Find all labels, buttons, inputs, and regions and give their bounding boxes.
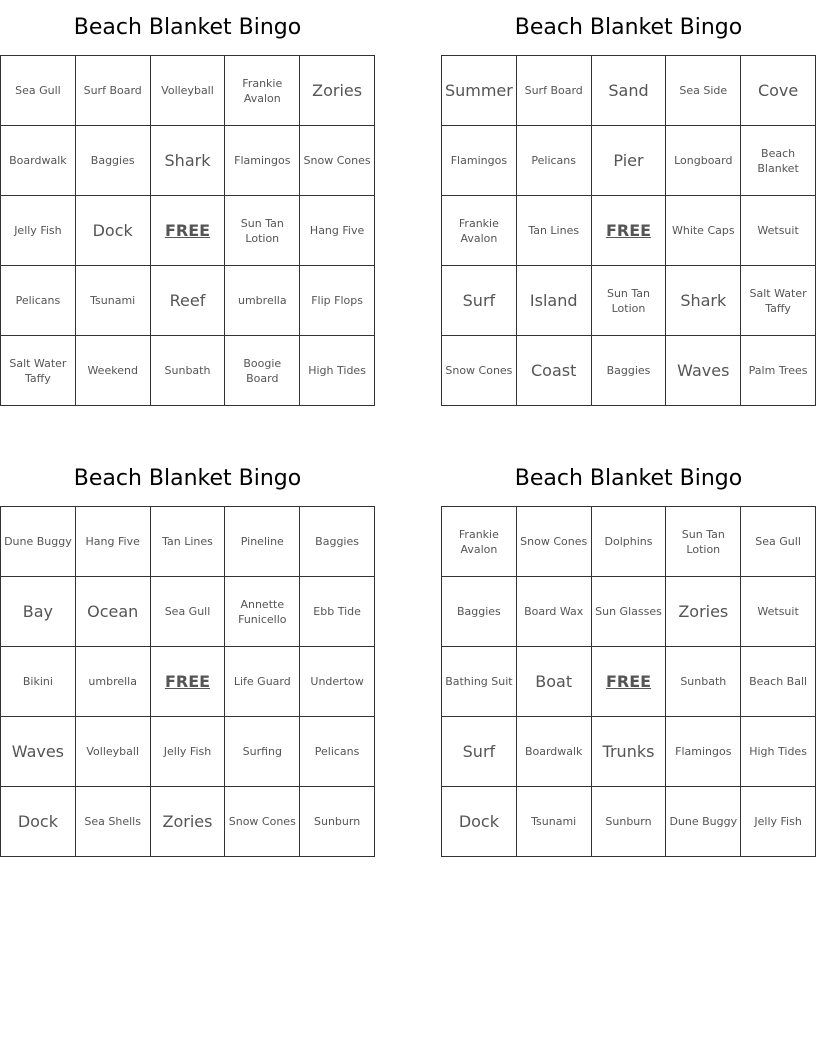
bingo-cell: Sun Tan Lotion bbox=[666, 507, 741, 577]
bingo-cell: Baggies bbox=[300, 507, 375, 577]
bingo-grid bbox=[441, 55, 816, 406]
bingo-cell: Sun Tan Lotion bbox=[225, 196, 300, 266]
bingo-cell: Frankie Avalon bbox=[442, 507, 517, 577]
bingo-cell: Bathing Suit bbox=[442, 647, 517, 717]
bingo-cell: Surf bbox=[442, 717, 517, 787]
bingo-cell: Sun Glasses bbox=[592, 577, 667, 647]
bingo-cell: Dune Buggy bbox=[1, 507, 76, 577]
bingo-cell: Summer bbox=[442, 56, 517, 126]
bingo-cell: Tan Lines bbox=[517, 196, 592, 266]
card-title: Beach Blanket Bingo bbox=[514, 466, 743, 491]
free-space-cell: FREE bbox=[592, 647, 667, 717]
bingo-cell: Jelly Fish bbox=[1, 196, 76, 266]
bingo-cell: Surf bbox=[442, 266, 517, 336]
bingo-cell: Sunbath bbox=[666, 647, 741, 717]
bingo-cell: Jelly Fish bbox=[741, 787, 816, 857]
bingo-cell: Shark bbox=[666, 266, 741, 336]
bingo-cell: Zories bbox=[666, 577, 741, 647]
bingo-cell: Flamingos bbox=[442, 126, 517, 196]
card-title: Beach Blanket Bingo bbox=[73, 15, 302, 40]
bingo-cell: Waves bbox=[1, 717, 76, 787]
bingo-cell: Boogie Board bbox=[225, 336, 300, 406]
bingo-cell: Salt Water Taffy bbox=[741, 266, 816, 336]
bingo-cell: Baggies bbox=[592, 336, 667, 406]
bingo-cell: Trunks bbox=[592, 717, 667, 787]
bingo-cell: Sun Tan Lotion bbox=[592, 266, 667, 336]
bingo-cell: Hang Five bbox=[76, 507, 151, 577]
bingo-cell: Flip Flops bbox=[300, 266, 375, 336]
bingo-cell: Annette Funicello bbox=[225, 577, 300, 647]
bingo-cell: Flamingos bbox=[225, 126, 300, 196]
bingo-card-2 bbox=[441, 0, 816, 406]
bingo-cell: Ebb Tide bbox=[300, 577, 375, 647]
bingo-cell: Surfing bbox=[225, 717, 300, 787]
bingo-cell: Frankie Avalon bbox=[442, 196, 517, 266]
bingo-cell: Snow Cones bbox=[300, 126, 375, 196]
bingo-cell: Baggies bbox=[76, 126, 151, 196]
bingo-cell: Bay bbox=[1, 577, 76, 647]
bingo-cell: Volleyball bbox=[76, 717, 151, 787]
bingo-cell: Sunburn bbox=[592, 787, 667, 857]
free-space-cell: FREE bbox=[151, 196, 226, 266]
bingo-cell: Pier bbox=[592, 126, 667, 196]
bingo-card-3 bbox=[0, 451, 375, 857]
free-space-cell: FREE bbox=[592, 196, 667, 266]
bingo-cell: Surf Board bbox=[517, 56, 592, 126]
bingo-cell: Longboard bbox=[666, 126, 741, 196]
bingo-cell: Zories bbox=[300, 56, 375, 126]
bingo-cell: Sand bbox=[592, 56, 667, 126]
bingo-cell: umbrella bbox=[76, 647, 151, 717]
bingo-card-1 bbox=[0, 0, 375, 406]
bingo-cell: Island bbox=[517, 266, 592, 336]
bingo-cell: Hang Five bbox=[300, 196, 375, 266]
bingo-cell: Flamingos bbox=[666, 717, 741, 787]
bingo-cell: Volleyball bbox=[151, 56, 226, 126]
bingo-cell: Dolphins bbox=[592, 507, 667, 577]
bingo-cell: Snow Cones bbox=[517, 507, 592, 577]
bingo-cell: Beach Ball bbox=[741, 647, 816, 717]
bingo-cell: Dock bbox=[1, 787, 76, 857]
bingo-cell: Sunbath bbox=[151, 336, 226, 406]
bingo-cell: Sea Shells bbox=[76, 787, 151, 857]
bingo-cell: Coast bbox=[517, 336, 592, 406]
bingo-cell: Life Guard bbox=[225, 647, 300, 717]
bingo-cell: Pelicans bbox=[517, 126, 592, 196]
bingo-cell: Tsunami bbox=[517, 787, 592, 857]
bingo-cell: Dock bbox=[76, 196, 151, 266]
bingo-cell: Shark bbox=[151, 126, 226, 196]
bingo-cell: Boardwalk bbox=[1, 126, 76, 196]
bingo-cell: Tan Lines bbox=[151, 507, 226, 577]
bingo-cell: Pelicans bbox=[300, 717, 375, 787]
bingo-cell: Cove bbox=[741, 56, 816, 126]
bingo-cell: Boat bbox=[517, 647, 592, 717]
card-title: Beach Blanket Bingo bbox=[73, 466, 302, 491]
bingo-grid bbox=[441, 506, 816, 857]
bingo-cell: Pelicans bbox=[1, 266, 76, 336]
bingo-cell: Frankie Avalon bbox=[225, 56, 300, 126]
bingo-cell: Sunburn bbox=[300, 787, 375, 857]
bingo-cell: Reef bbox=[151, 266, 226, 336]
bingo-cell: Dune Buggy bbox=[666, 787, 741, 857]
bingo-cell: Waves bbox=[666, 336, 741, 406]
bingo-cell: Jelly Fish bbox=[151, 717, 226, 787]
bingo-grid bbox=[0, 506, 375, 857]
bingo-cell: Snow Cones bbox=[225, 787, 300, 857]
bingo-card-4 bbox=[441, 451, 816, 857]
bingo-cell: White Caps bbox=[666, 196, 741, 266]
bingo-cell: Sea Gull bbox=[1, 56, 76, 126]
bingo-cell: Tsunami bbox=[76, 266, 151, 336]
bingo-cell: Sea Gull bbox=[741, 507, 816, 577]
bingo-cell: Palm Trees bbox=[741, 336, 816, 406]
bingo-cell: Ocean bbox=[76, 577, 151, 647]
bingo-cell: Pineline bbox=[225, 507, 300, 577]
bingo-cell: Salt Water Taffy bbox=[1, 336, 76, 406]
bingo-cell: Baggies bbox=[442, 577, 517, 647]
bingo-cell: High Tides bbox=[741, 717, 816, 787]
bingo-cell: Undertow bbox=[300, 647, 375, 717]
bingo-grid bbox=[0, 55, 375, 406]
bingo-cell: Sea Gull bbox=[151, 577, 226, 647]
bingo-cell: umbrella bbox=[225, 266, 300, 336]
bingo-cell: Board Wax bbox=[517, 577, 592, 647]
bingo-cell: Bikini bbox=[1, 647, 76, 717]
bingo-cell: Snow Cones bbox=[442, 336, 517, 406]
bingo-cell: Surf Board bbox=[76, 56, 151, 126]
bingo-cell: Boardwalk bbox=[517, 717, 592, 787]
bingo-cell: Beach Blanket bbox=[741, 126, 816, 196]
bingo-cell: Zories bbox=[151, 787, 226, 857]
bingo-cell: High Tides bbox=[300, 336, 375, 406]
bingo-cell: Sea Side bbox=[666, 56, 741, 126]
bingo-cell: Dock bbox=[442, 787, 517, 857]
card-title: Beach Blanket Bingo bbox=[514, 15, 743, 40]
bingo-cell: Wetsuit bbox=[741, 196, 816, 266]
bingo-cell: Weekend bbox=[76, 336, 151, 406]
bingo-cell: Wetsuit bbox=[741, 577, 816, 647]
free-space-cell: FREE bbox=[151, 647, 226, 717]
